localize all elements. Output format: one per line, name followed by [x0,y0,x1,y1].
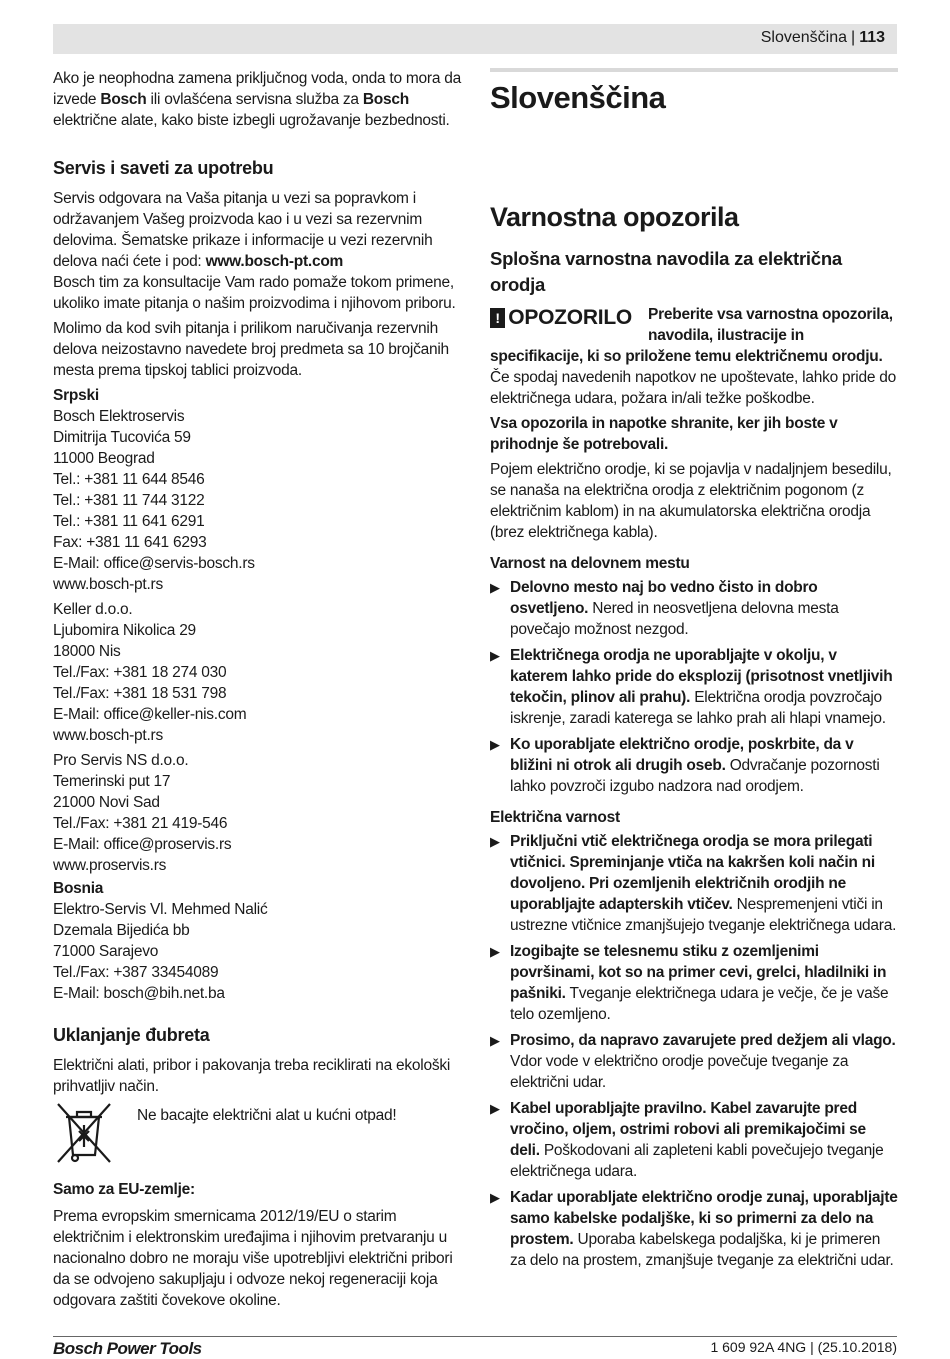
bullet-arrow-icon: ▶ [490,580,500,595]
address-line: E-Mail: office@servis-bosch.rs [53,555,255,572]
address-line: E-Mail: office@proservis.rs [53,836,232,853]
eu-paragraph: Prema evropskim smernicama 2012/19/EU o starim električnim i elektronskim uređajima i njihovim pretvaranju u nacionalno dobro ne moraju više upotrebljivi električni pribori da se odvojeno sakupljaju i odvoze nekoj regeneraciji koja odgovara zaštiti čovekove okoline. [53,1208,453,1309]
address-line: Tel.: +381 11 641 6291 [53,513,205,530]
address-line: Tel./Fax: +381 18 531 798 [53,685,227,702]
electrical-safety-heading: Električna varnost [490,809,620,826]
intro-bold-2: Bosch [362,91,409,108]
service-paragraph-2: Bosch tim za konsultacije Vam rado pomaže tokom primene, ukoliko imate pitanja o našim proizvodima i njihovom priboru. [53,274,456,312]
footer-logo: Bosch Power Tools [53,1339,202,1358]
bullet-arrow-icon: ▶ [490,834,500,849]
bullet-text: Nered in neosvetljena delovna mesta povečajo možnost nezgod. [510,600,839,638]
bullet-text: Uporaba kabelskega podaljška, ki je primeren za delo na prostem, zmanjšuje tveganje za električni udar. [510,1231,894,1269]
bosnia-address [53,899,463,1004]
bullet-text: Električna orodja povzročajo iskrenje, zaradi katerega se lahko prah ali hlapi vnamejo. [510,689,886,727]
address-line: Tel.: +381 11 744 3122 [53,492,205,509]
safety-bullet-item [490,1030,898,1093]
disposal-note-row [53,1101,463,1165]
bullet-text: Nespremenjeni vtiči in ustrezne vtičnice zmanjšujejo tveganje električnega udara. [510,896,897,934]
page-header [53,24,897,54]
address-line: www.bosch-pt.rs [53,576,163,593]
warning-block [490,304,898,409]
term-paragraph: Pojem električno orodje, ki se pojavlja v nadaljnjem besedilu, se nanaša na električna orodja z električnim pogonom (z električnim kablom) in na akumulatorska električna orodja (brez električnega kabla). [490,461,892,541]
left-column [53,68,463,1315]
intro-text-3: električne alate, kako biste izbegli ugrožavanje bezbednosti. [53,112,450,129]
header-language: Slovenščina [760,29,848,46]
address-line: Keller d.o.o. [53,601,133,618]
serbia-address-3 [53,750,463,876]
warning-label-text: OPOZORILO [508,306,632,329]
intro-bold-1: Bosch [100,91,147,108]
safety-bullet-item [490,1187,898,1271]
address-line: 21000 Novi Sad [53,794,160,811]
service-paragraph-1 [53,188,463,272]
serbia-heading: Srpski [53,387,99,404]
service-heading: Servis i saveti za upotrebu [53,158,274,178]
eu-heading: Samo za EU-zemlje: [53,1181,195,1198]
address-line: Tel.: +381 11 644 8546 [53,471,205,488]
warning-text: Če spodaj navedenih napotkov ne upoštevate, lahko pride do električnega udara, požara in/ali težke poškodbe. [490,369,897,407]
keep-instructions: Vsa opozorila in napotke shranite, ker jih boste v prihodnje še potrebovali. [490,415,838,453]
warning-bold-text: Preberite vsa varnostna opozorila, navodila, ilustracije in specifikacije, ki so priložene temu električnemu orodju. [490,306,893,365]
address-line: Fax: +381 11 641 6293 [53,534,207,551]
bullet-text: Vdor vode v električno orodje povečuje tveganje za električni udar. [510,1053,849,1091]
address-line: Elektro-Servis Vl. Mehmed Nalić [53,901,268,918]
page-number: 113 [859,29,885,46]
electrical-safety-list [490,831,898,1271]
serbia-address-1 [53,406,463,595]
section-title: Varnostna opozorila [490,202,739,232]
bullet-text: Odvračanje pozornosti lahko povzroči izgubo nadzora nad orodjem. [510,757,880,795]
address-line: www.bosch-pt.rs [53,727,163,744]
bullet-bold-text: Ko uporabljate električno orodje, poskrbite, da v bližini ni otrok ali drugih oseb. [510,736,854,774]
address-line: E-Mail: bosch@bih.net.ba [53,985,225,1002]
address-line: 71000 Sarajevo [53,943,159,960]
safety-bullet-item [490,734,898,797]
warning-triangle-icon: ! [490,308,505,328]
warning-label [490,306,632,330]
service-text-1: Servis odgovara na Vaša pitanja u vezi sa popravkom i održavanjem Vašeg proizvoda kao i u vezi sa rezervnim delovima. Šematske prikaze i informacije u vezi rezervnih delova naći ćete i pod: [53,190,433,270]
intro-text-2: ili ovlašćena servisna služba za [146,91,363,108]
header-separator: | [851,29,856,46]
serbia-address-2 [53,599,463,746]
language-title-bar [490,68,898,118]
intro-text-1: Ako je neophodna zamena priključnog voda, onda to mora da izvede [53,70,461,108]
address-line: E-Mail: office@keller-nis.com [53,706,247,723]
bullet-arrow-icon: ▶ [490,648,500,663]
crossed-out-wheelie-bin-icon [53,1101,115,1165]
address-line: Dzemala Bijedića bb [53,922,190,939]
bullet-bold-text: Izogibajte se telesnemu stiku z ozemljenimi površinami, kot so na primer cevi, grelci, hladilniki in pašniki. [510,943,887,1002]
footer-divider [53,1336,897,1337]
service-url-link[interactable]: www.bosch-pt.com [205,253,344,270]
safety-bullet-item [490,1098,898,1182]
bullet-arrow-icon: ▶ [490,1190,500,1205]
address-line: Pro Servis NS d.o.o. [53,752,189,769]
intro-paragraph [53,68,463,131]
bullet-bold-text: Kabel uporabljajte pravilno. Kabel zavarujte pred vročino, oljem, ostrimi robovi ali premikajočimi se deli. [510,1100,866,1159]
address-line: 11000 Beograd [53,450,155,467]
footer-code: 1 609 92A 4NG | (25.10.2018) [710,1339,897,1355]
bullet-arrow-icon: ▶ [490,944,500,959]
safety-bullet-item [490,645,898,729]
address-line: Tel./Fax: +381 18 274 030 [53,664,227,681]
header-text [761,29,885,47]
language-title: Slovenščina [490,80,666,115]
bullet-arrow-icon: ▶ [490,1033,500,1048]
bullet-bold-text: Kadar uporabljate električno orodje zunaj, uporabljajte samo kabelske podaljške, ki so primerni za delo na prostem. [510,1189,898,1248]
address-line: Ljubomira Nikolica 29 [53,622,196,639]
bullet-bold-text: Prosimo, da napravo zavarujete pred dežjem ali vlago. [510,1032,896,1049]
address-line: Dimitrija Tucovića 59 [53,429,191,446]
subsection-title: Splošna varnostna navodila za električna orodja [490,248,842,295]
bosnia-heading: Bosnia [53,880,104,897]
bullet-bold-text: Priključni vtič električnega orodja se mora prilegati vtičnici. Spreminjanje vtiča na kakršen koli način ni dovoljeno. Pri ozemljenih električnih orodjih ne uporabljajte adapterskih vtičev. [510,833,875,913]
work-safety-list [490,577,898,797]
bullet-bold-text: Električnega orodja ne uporabljajte v okolju, v katerem lahko pride do eksplozij (prisotnost vnetljivih tekočin, plinov ali prahu). [510,647,893,706]
bullet-text: Tveganje električnega udara je večje, če je vaše telo ozemljeno. [510,985,889,1023]
safety-bullet-item [490,941,898,1025]
bullet-arrow-icon: ▶ [490,1101,500,1116]
bullet-arrow-icon: ▶ [490,737,500,752]
address-line: Tel./Fax: +387 33454089 [53,964,219,981]
address-line: www.proservis.rs [53,857,167,874]
service-paragraph-3: Molimo da kod svih pitanja i prilikom naručivanja rezervnih delova neizostavno navedete broj predmeta sa 10 brojčanih mesta prema tipskoj tablici proizvoda. [53,320,449,379]
work-safety-heading: Varnost na delovnem mestu [490,555,690,572]
bullet-text: Poškodovani ali zapleteni kabli povečujejo tveganje električnega udara. [510,1142,884,1180]
disposal-paragraph: Električni alati, pribor i pakovanja treba reciklirati na ekološki prihvatljiv način. [53,1057,451,1095]
disposal-note: Ne bacajte električni alat u kućni otpad! [137,1107,397,1124]
address-line: 18000 Nis [53,643,121,660]
disposal-heading: Uklanjanje đubreta [53,1025,210,1045]
right-column [490,68,898,1276]
address-line: Bosch Elektroservis [53,408,185,425]
safety-bullet-item [490,831,898,936]
address-line: Tel./Fax: +381 21 419-546 [53,815,228,832]
address-line: Temerinski put 17 [53,773,171,790]
safety-bullet-item [490,577,898,640]
bullet-bold-text: Delovno mesto naj bo vedno čisto in dobro osvetljeno. [510,579,818,617]
